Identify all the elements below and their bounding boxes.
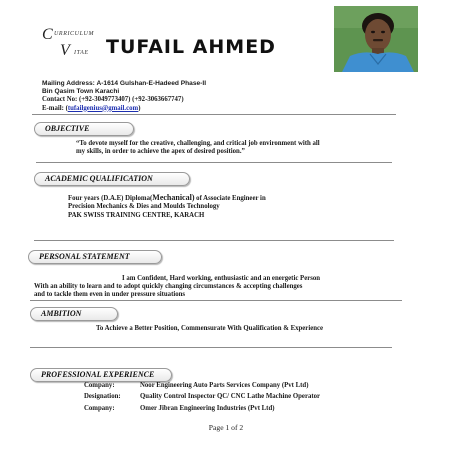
experience-value: Omer Jibran Engineering Industries (Pvt Ltd) [140, 405, 275, 412]
academic-diploma-text: Four years (D.A.E) Diploma( [68, 195, 153, 202]
personal-line-3: and to tackle them even in under pressure situations [34, 291, 186, 298]
experience-heading: PROFESSIONAL EXPERIENCE [41, 370, 155, 379]
contact-block [42, 80, 206, 113]
contact-number: Contact No: (+92-3049773407) (+92-3063667747) [42, 96, 184, 104]
experience-row [84, 382, 308, 389]
cv-monogram [42, 24, 110, 60]
candidate-name: TUFAIL AHMED [106, 36, 276, 58]
profile-photo [334, 6, 418, 72]
experience-value: Quality Control Inspector QC/ CNC Lathe Machine Operator [140, 393, 321, 400]
academic-line-1 [68, 194, 266, 203]
cv-word-top: URRICULUM [54, 31, 95, 37]
divider-personal [30, 300, 402, 301]
academic-discipline: Mechanical) [152, 193, 195, 202]
academic-diploma-suffix: of Associate Engineer in [194, 195, 266, 202]
section-heading-experience [30, 368, 172, 382]
section-heading-ambition [30, 307, 118, 321]
cv-letter-v: V [60, 42, 70, 59]
personal-line-2: With an ability to learn and to adopt quickly changing circumstances & accepting challenges [34, 283, 303, 290]
email-line [42, 105, 206, 113]
mailing-address: Mailing Address: A-1614 Gulshan-E-Hadeed Phase-II [42, 80, 207, 87]
objective-heading: OBJECTIVE [45, 124, 90, 133]
ambition-line-1: To Achieve a Better Position, Commensurate With Qualification & Experience [96, 325, 324, 332]
academic-line-3: PAK SWISS TRAINING CENTRE, KARACH [68, 212, 205, 219]
personal-heading: PERSONAL STATEMENT [39, 252, 130, 261]
section-heading-personal [28, 250, 162, 264]
experience-row [84, 393, 320, 400]
page-number: Page 1 of 2 [208, 423, 244, 432]
experience-value: Noor Engineering Auto Parts Services Company (Pvt Ltd) [140, 382, 309, 389]
divider-ambition [30, 347, 392, 348]
experience-label: Company: [84, 382, 115, 389]
email-link[interactable]: tufailgenius@gmail.com [67, 104, 139, 112]
personal-line-1: I am Confident, Hard working, enthusiastic and an energetic Person [122, 275, 321, 282]
cv-letter-c: C [42, 26, 53, 43]
academic-line-2: Precision Mechanics & Dies and Moulds Technology [68, 203, 220, 210]
divider-contact [32, 114, 396, 115]
academic-heading: ACADEMIC QUALIFICATION [45, 174, 153, 183]
section-heading-academic [34, 172, 190, 186]
experience-label: Company: [84, 405, 115, 412]
objective-line-1: “To devote myself for the creative, challenging, and critical job environment with all [76, 140, 320, 147]
ambition-heading: AMBITION [41, 309, 82, 318]
email-close: ) [138, 104, 141, 112]
experience-label: Designation: [84, 393, 121, 400]
email-label: E-mail: ( [42, 104, 68, 112]
cv-word-bottom: ITAE [74, 50, 89, 56]
experience-row [84, 405, 275, 412]
mailing-address-town: Bin Qasim Town Karachi [42, 88, 120, 96]
objective-line-2: my skills, in order to achieve the apex of desired position.” [76, 148, 245, 155]
divider-academic [34, 240, 394, 241]
divider-objective [36, 162, 392, 163]
section-heading-objective [34, 122, 134, 136]
